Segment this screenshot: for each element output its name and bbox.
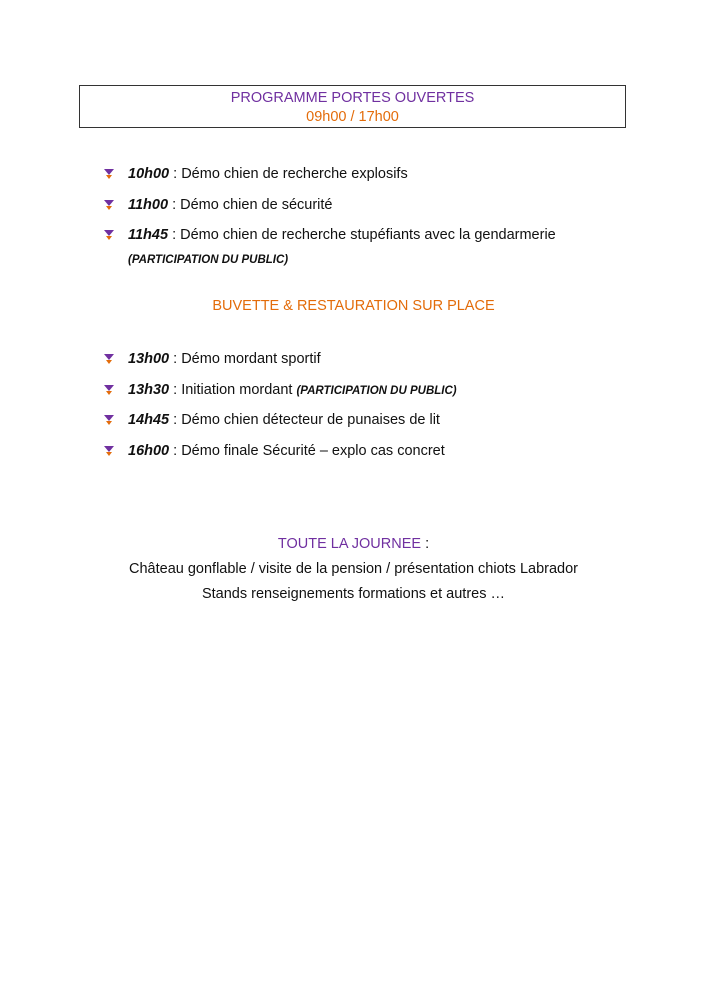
schedule-time: 11h45 (128, 227, 169, 243)
schedule-text: : Démo finale Sécurité – explo cas concret (169, 442, 445, 459)
schedule-item (104, 348, 457, 379)
schedule-text: : Initiation mordant (169, 381, 297, 398)
all-day-label: TOUTE LA JOURNEE (277, 536, 422, 552)
bullet-icon (104, 230, 114, 240)
schedule-item (104, 440, 457, 471)
program-title: PROGRAMME PORTES OUVERTES (230, 90, 475, 106)
program-header-box (79, 85, 626, 128)
public-participation-note: (PARTICIPATION DU PUBLIC) (128, 254, 289, 266)
bullet-icon (104, 446, 114, 456)
bullet-icon (104, 385, 114, 395)
schedule-note: (PARTICIPATION DU PUBLIC) (296, 384, 457, 397)
schedule-item (104, 194, 556, 225)
schedule-time: 11h00 (128, 196, 169, 213)
schedule-text: : Démo chien de sécurité (168, 196, 333, 213)
schedule-time: 10h00 (128, 166, 170, 182)
schedule-text: : Démo chien de recherche explosifs (169, 166, 408, 182)
buvette-heading: BUVETTE & RESTAURATION SUR PLACE (212, 298, 495, 314)
schedule-item (104, 409, 457, 440)
bullet-icon (104, 354, 114, 364)
bullet-icon (104, 415, 114, 425)
program-hours: 09h00 / 17h00 (306, 109, 399, 125)
schedule-time: 14h45 (128, 412, 170, 428)
bullet-icon (104, 169, 114, 179)
schedule-time: 16h00 (128, 442, 170, 459)
all-day-line-2: Stands renseignements formations et autres … (201, 586, 506, 602)
schedule-time: 13h30 (128, 381, 170, 398)
all-day-line-1: Château gonflable / visite de la pension / présentation chiots Labrador (129, 561, 578, 577)
schedule-item (104, 224, 556, 255)
afternoon-schedule-list (104, 348, 457, 470)
schedule-item (104, 163, 556, 194)
all-day-heading (0, 532, 707, 557)
schedule-item (104, 379, 457, 410)
schedule-text: : Démo mordant sportif (169, 351, 321, 367)
bullet-icon (104, 200, 114, 210)
all-day-section (0, 532, 707, 607)
all-day-colon: : (421, 536, 430, 552)
schedule-time: 13h00 (128, 351, 170, 367)
schedule-text: : Démo chien de recherche stupéfiants avec la gendarmerie (168, 227, 556, 243)
morning-schedule-list (104, 163, 556, 255)
schedule-text: : Démo chien détecteur de punaises de lit (169, 412, 440, 428)
